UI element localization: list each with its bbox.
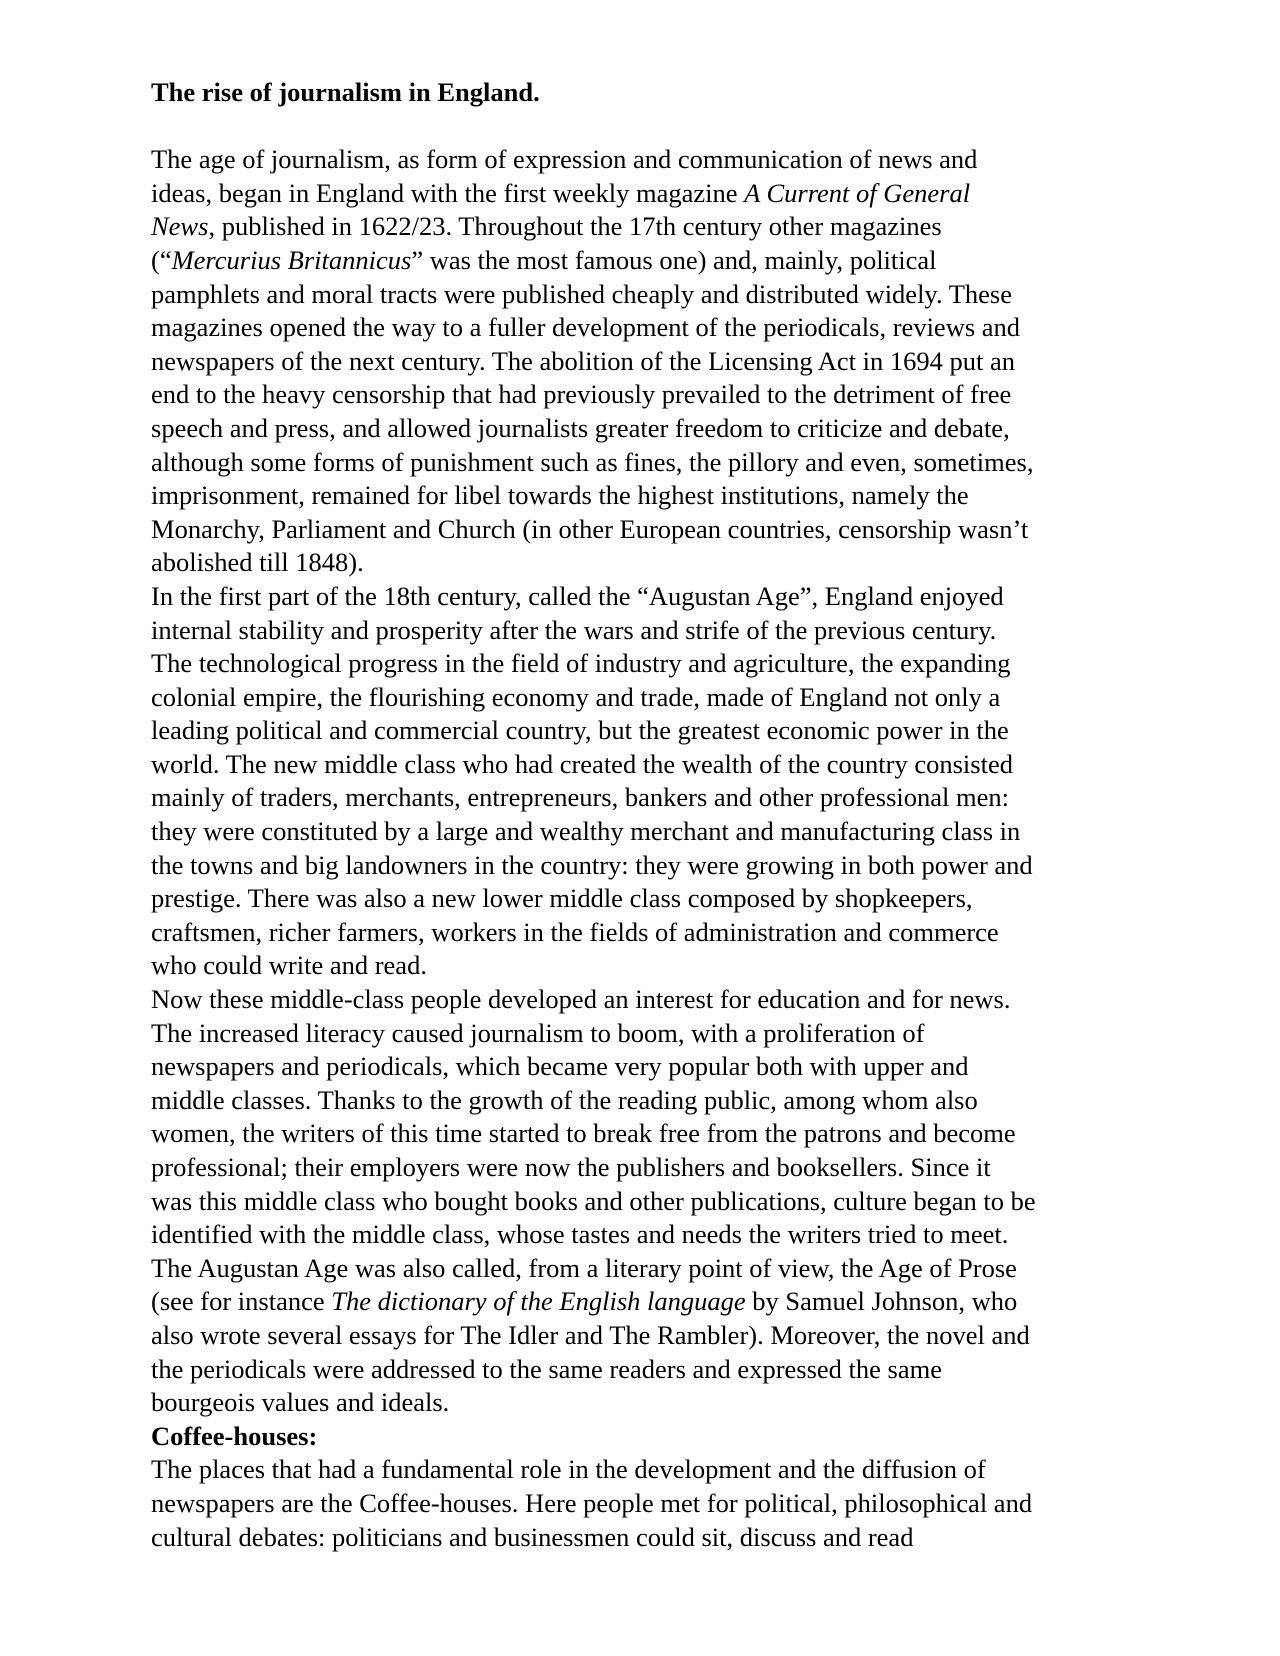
text-segment: by Samuel Johnson, who xyxy=(745,1286,1018,1317)
text-line xyxy=(151,916,1136,950)
text-segment: end to the heavy censorship that had previously prevailed to the detriment of free xyxy=(151,379,1012,410)
text-segment: ideas, began in England with the first weekly magazine xyxy=(151,177,745,208)
text-line xyxy=(151,1151,1136,1185)
text-segment: The age of journalism, as form of expression and communication of news and xyxy=(151,144,978,175)
italic-title-text: A Current of General xyxy=(744,177,971,208)
text-line xyxy=(151,580,1136,614)
text-segment: world. The new middle class who had created the wealth of the country consisted xyxy=(151,748,1013,779)
text-line xyxy=(151,345,1136,379)
text-segment: pamphlets and moral tracts were published cheaply and distributed widely. These xyxy=(151,278,1013,309)
text-line xyxy=(151,949,1136,983)
text-segment: women, the writers of this time started to break free from the patrons and become xyxy=(151,1118,1016,1149)
text-segment: also wrote several essays for The Idler and The Rambler). Moreover, the novel and xyxy=(151,1319,1030,1350)
text-line xyxy=(151,681,1136,715)
text-segment: The increased literacy caused journalism to boom, with a proliferation of xyxy=(151,1017,925,1048)
text-line xyxy=(151,815,1136,849)
text-segment: was this middle class who bought books and other publications, culture began to be xyxy=(151,1185,1036,1216)
text-line xyxy=(151,983,1136,1017)
text-line xyxy=(151,1521,1136,1555)
text-line xyxy=(151,446,1136,480)
text-line xyxy=(151,781,1136,815)
text-segment: cultural debates: politicians and businessmen could sit, discuss and read xyxy=(151,1521,914,1552)
text-segment: who could write and read. xyxy=(151,950,427,981)
paragraph-p4 xyxy=(151,1453,1136,1554)
text-line xyxy=(151,1084,1136,1118)
text-segment: The technological progress in the field of industry and agriculture, the expanding xyxy=(151,648,1011,679)
italic-title-text: The dictionary of the English language xyxy=(331,1286,746,1317)
text-line xyxy=(151,1386,1136,1420)
text-segment: imprisonment, remained for libel towards the highest institutions, namely the xyxy=(151,480,969,511)
text-line xyxy=(151,1050,1136,1084)
text-segment: newspapers of the next century. The abolition of the Licensing Act in 1694 put an xyxy=(151,345,1015,376)
text-line xyxy=(151,714,1136,748)
text-line xyxy=(151,1353,1136,1387)
italic-title-text: News xyxy=(151,211,209,242)
text-segment: middle classes. Thanks to the growth of the reading public, among whom also xyxy=(151,1084,978,1115)
text-segment: internal stability and prosperity after the wars and strife of the previous century. xyxy=(151,614,997,645)
section-heading: Coffee-houses: xyxy=(151,1420,318,1451)
text-line xyxy=(151,412,1136,446)
text-line xyxy=(151,210,1136,244)
text-line xyxy=(151,1285,1136,1319)
text-line xyxy=(151,748,1136,782)
text-line xyxy=(151,1185,1136,1219)
text-line xyxy=(151,1487,1136,1521)
text-segment: Monarchy, Parliament and Church (in other European countries, censorship wasn’t xyxy=(151,513,1029,544)
text-line xyxy=(151,1252,1136,1286)
text-line xyxy=(151,513,1136,547)
text-segment: newspapers and periodicals, which became very popular both with upper and xyxy=(151,1051,969,1082)
text-line xyxy=(151,882,1136,916)
text-line xyxy=(151,244,1136,278)
text-line xyxy=(151,143,1136,177)
text-line xyxy=(151,1453,1136,1487)
paragraph-p3 xyxy=(151,983,1136,1420)
text-line xyxy=(151,1117,1136,1151)
text-segment: they were constituted by a large and wealthy merchant and manufacturing class in xyxy=(151,816,1021,847)
text-segment: In the first part of the 18th century, called the “Augustan Age”, England enjoyed xyxy=(151,580,1004,611)
text-line xyxy=(151,546,1136,580)
text-segment: (see for instance xyxy=(151,1286,332,1317)
text-segment: identified with the middle class, whose tastes and needs the writers tried to meet. xyxy=(151,1219,1009,1250)
body-paragraphs xyxy=(151,143,1136,1420)
text-line xyxy=(151,177,1136,211)
text-line xyxy=(151,378,1136,412)
text-segment: The Augustan Age was also called, from a literary point of view, the Age of Prose xyxy=(151,1252,1017,1283)
text-line xyxy=(151,278,1136,312)
italic-title-text: Mercurius Britannicus xyxy=(171,244,412,275)
paragraph-p2 xyxy=(151,580,1136,983)
text-segment: abolished till 1848). xyxy=(151,547,364,578)
text-segment: the periodicals were addressed to the same readers and expressed the same xyxy=(151,1353,942,1384)
text-segment: magazines opened the way to a fuller development of the periodicals, reviews and xyxy=(151,312,1021,343)
text-line xyxy=(151,614,1136,648)
text-segment: ” was the most famous one) and, mainly, political xyxy=(411,244,937,275)
text-segment: colonial empire, the flourishing economy and trade, made of England not only a xyxy=(151,681,1001,712)
text-line xyxy=(151,1017,1136,1051)
blank-line xyxy=(151,110,1136,144)
document-page xyxy=(151,76,1136,1554)
text-segment: speech and press, and allowed journalists greater freedom to criticize and debate, xyxy=(151,412,1010,443)
text-segment: mainly of traders, merchants, entrepreneurs, bankers and other professional men: xyxy=(151,782,1010,813)
text-segment: newspapers are the Coffee-houses. Here people met for political, philosophical and xyxy=(151,1487,1033,1518)
text-line xyxy=(151,479,1136,513)
text-segment: Now these middle-class people developed an interest for education and for news. xyxy=(151,984,1011,1015)
text-line xyxy=(151,1218,1136,1252)
text-segment: bourgeois values and ideals. xyxy=(151,1387,450,1418)
document-title: The rise of journalism in England. xyxy=(151,77,540,107)
text-line xyxy=(151,647,1136,681)
text-line xyxy=(151,849,1136,883)
text-line xyxy=(151,311,1136,345)
text-segment: professional; their employers were now the publishers and booksellers. Since it xyxy=(151,1152,991,1182)
text-segment: the towns and big landowners in the country: they were growing in both power and xyxy=(151,849,1033,880)
text-segment: leading political and commercial country, but the greatest economic power in the xyxy=(151,715,1009,746)
paragraph-p1 xyxy=(151,143,1136,580)
text-segment: craftsmen, richer farmers, workers in the fields of administration and commerce xyxy=(151,916,999,947)
text-segment: although some forms of punishment such as fines, the pillory and even, sometimes, xyxy=(151,446,1034,477)
text-line xyxy=(151,1319,1136,1353)
text-segment: The places that had a fundamental role in the development and the diffusion of xyxy=(151,1454,986,1485)
text-segment: (“ xyxy=(151,244,172,275)
text-segment: , published in 1622/23. Throughout the 17th century other magazines xyxy=(208,211,942,242)
text-segment: prestige. There was also a new lower middle class composed by shopkeepers, xyxy=(151,883,973,914)
section-paragraph xyxy=(151,1453,1136,1554)
